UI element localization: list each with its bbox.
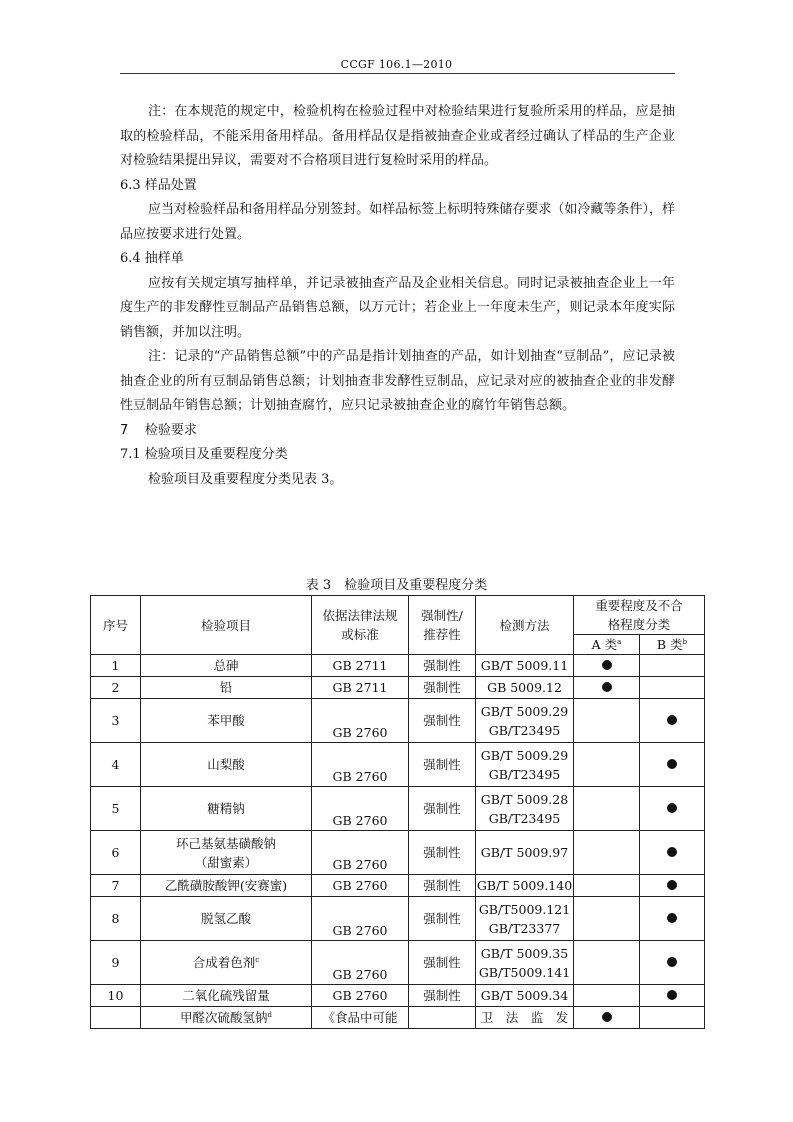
- basis-value: GB 2760: [332, 878, 388, 893]
- header-mandatory: [409, 596, 476, 655]
- header-basis: [312, 596, 409, 655]
- cell-mandatory: [409, 1007, 476, 1029]
- cell-no: [91, 677, 141, 699]
- cell-item: [141, 941, 312, 985]
- cell-mandatory: [409, 875, 476, 897]
- header-no: 序号: [91, 596, 141, 655]
- cell-basis: [312, 677, 409, 699]
- cell-item: [141, 677, 312, 699]
- cell-mandatory: [409, 699, 476, 743]
- cell-basis: [312, 1007, 409, 1029]
- cell-class-b: [640, 743, 705, 787]
- cell-item: [141, 831, 312, 875]
- cell-basis: [312, 831, 409, 875]
- item-name: 铅: [219, 680, 233, 695]
- table-row: [91, 787, 705, 831]
- section-7-heading: [120, 419, 675, 444]
- table-row: [91, 743, 705, 787]
- method-line1: GB 5009.12: [487, 680, 562, 695]
- cell-item: [141, 875, 312, 897]
- cell-item: [141, 787, 312, 831]
- cell-item: [141, 743, 312, 787]
- item-name: 二氧化硫残留量: [182, 988, 270, 1003]
- header-basis-line1: 依据法律法规: [322, 608, 398, 623]
- cell-no: [91, 941, 141, 985]
- header-class-a: [574, 635, 640, 655]
- table-row: [91, 699, 705, 743]
- cell-class-a: [574, 831, 640, 875]
- item-name: 乙酰磺胺酸钾(安赛蜜): [164, 878, 288, 893]
- table-caption: 表 3 检验项目及重要程度分类: [305, 578, 488, 593]
- table-row: [91, 655, 705, 677]
- document-body: [120, 100, 675, 492]
- cell-mandatory: [409, 677, 476, 699]
- header-mandatory-line2: 推荐性: [423, 627, 461, 642]
- cell-no: [91, 875, 141, 897]
- cell-item: [141, 1007, 312, 1029]
- header-mandatory-line1: 强制性/: [421, 608, 463, 623]
- cell-class-a: [574, 941, 640, 985]
- method-line2: GB/T23377: [488, 920, 561, 936]
- cell-method: [476, 677, 574, 699]
- cell-method: [476, 831, 574, 875]
- header-divider: [120, 73, 675, 74]
- basis-value: GB 2760: [332, 967, 388, 982]
- cell-class-b: [640, 897, 705, 941]
- cell-item: [141, 897, 312, 941]
- section-7-1-body: 检验项目及重要程度分类见表 3。: [148, 471, 343, 487]
- cell-method: [476, 875, 574, 897]
- cell-item: [141, 985, 312, 1007]
- cell-basis: [312, 699, 409, 743]
- item-name: 甲醛次硫酸氢钠: [180, 1010, 268, 1025]
- cell-no: [91, 699, 141, 743]
- cell-class-a: [574, 1007, 640, 1029]
- table-row: [91, 875, 705, 897]
- class-b-label: B 类: [656, 637, 683, 652]
- cell-mandatory: [409, 985, 476, 1007]
- method-line2: GB/T23495: [488, 722, 561, 738]
- mandatory-value: 强制性: [423, 658, 461, 673]
- item-name: 脱氢乙酸: [200, 911, 251, 926]
- section-7-number: 7: [120, 422, 129, 438]
- cell-class-a: [574, 699, 640, 743]
- header-class-b: [640, 635, 705, 655]
- table-row: [91, 897, 705, 941]
- table-row: [91, 831, 705, 875]
- cell-mandatory: [409, 897, 476, 941]
- class-b-footnote: b: [682, 637, 688, 646]
- filled-dot-icon: [667, 759, 677, 769]
- method-line1: 卫 法 监 发: [480, 1010, 569, 1025]
- basis-value: GB 2711: [332, 680, 388, 695]
- header-method: 检测方法: [476, 596, 574, 655]
- table-row: [91, 985, 705, 1007]
- method-line1: GB/T 5009.34: [480, 988, 569, 1003]
- table-row: [91, 1007, 705, 1029]
- cell-class-a: [574, 875, 640, 897]
- cell-class-a: [574, 985, 640, 1007]
- cell-mandatory: [409, 787, 476, 831]
- cell-method: [476, 1007, 574, 1029]
- cell-basis: [312, 875, 409, 897]
- header-importance: [574, 596, 705, 635]
- cell-item: [141, 699, 312, 743]
- section-7-title: 检验要求: [144, 422, 197, 438]
- mandatory-value: 强制性: [423, 801, 461, 816]
- filled-dot-icon: [667, 880, 677, 890]
- filled-dot-icon: [667, 990, 677, 1000]
- cell-mandatory: [409, 831, 476, 875]
- cell-no: [91, 897, 141, 941]
- row-number: 10: [107, 988, 124, 1003]
- filled-dot-icon: [667, 957, 677, 967]
- mandatory-value: 强制性: [423, 680, 461, 695]
- cell-class-b: [640, 655, 705, 677]
- filled-dot-icon: [602, 660, 612, 670]
- cell-mandatory: [409, 941, 476, 985]
- mandatory-value: 强制性: [423, 955, 461, 970]
- item-name: 合成着色剂: [192, 955, 256, 970]
- basis-value: GB 2711: [332, 658, 388, 673]
- basis-value: GB 2760: [332, 769, 388, 784]
- cell-basis: [312, 941, 409, 985]
- cell-no: [91, 1007, 141, 1029]
- cell-class-b: [640, 1007, 705, 1029]
- item-name-line2: （甜蜜素）: [194, 854, 258, 870]
- note-sales-total: 注：记录的“产品销售总额”中的产品是指计划抽查的产品，如计划抽查“豆制品”，应记录被抽查企业的所有豆制品销售总额；计划抽查非发酵性豆制品，应记录对应的被抽查企业的非发酵性豆制品年销售总额；计划抽查腐竹，应只记录被抽查企业的腐竹年销售总额。: [120, 349, 675, 413]
- cell-method: [476, 743, 574, 787]
- filled-dot-icon: [602, 682, 612, 692]
- method-line1: GB/T 5009.28: [480, 791, 569, 807]
- item-name: 总砷: [213, 658, 239, 673]
- filled-dot-icon: [667, 913, 677, 923]
- cell-no: [91, 655, 141, 677]
- row-number: 8: [111, 911, 120, 926]
- mandatory-value: 强制性: [423, 988, 461, 1003]
- method-line1: GB/T 5009.11: [480, 658, 569, 673]
- section-7-1-title: 7.1 检验项目及重要程度分类: [120, 447, 288, 462]
- cell-basis: [312, 897, 409, 941]
- row-number: 5: [111, 801, 120, 816]
- cell-no: [91, 787, 141, 831]
- method-line2: GB/T23495: [488, 766, 561, 782]
- item-name: 山梨酸: [207, 757, 245, 772]
- method-line1: GB/T 5009.97: [480, 845, 569, 860]
- row-number: 6: [111, 845, 120, 860]
- mandatory-value: 强制性: [423, 713, 461, 728]
- cell-method: [476, 699, 574, 743]
- item-name: 环己基氨基磺酸钠: [175, 835, 276, 851]
- cell-class-a: [574, 677, 640, 699]
- section-6-3-body: 应当对检验样品和备用样品分别签封。如样品标签上标明特殊储存要求（如冷藏等条件），样品应按要求进行处置。: [120, 202, 675, 242]
- cell-method: [476, 941, 574, 985]
- basis-value: GB 2760: [332, 988, 388, 1003]
- method-line1: GB/T 5009.140: [476, 878, 573, 893]
- item-footnote: c: [255, 955, 260, 964]
- method-line2: GB/T5009.141: [478, 964, 571, 980]
- header-importance-line2: 格程度分类: [607, 617, 671, 632]
- table-row: [91, 677, 705, 699]
- cell-method: [476, 897, 574, 941]
- table-row: [91, 941, 705, 985]
- item-footnote: d: [267, 1010, 272, 1019]
- cell-no: [91, 743, 141, 787]
- cell-basis: [312, 985, 409, 1007]
- row-number: 4: [111, 757, 120, 772]
- standard-code: CCGF 106.1—2010: [340, 58, 453, 71]
- basis-value: GB 2760: [332, 725, 388, 740]
- inspection-items-table: [90, 595, 705, 1029]
- header-basis-line2: 或标准: [341, 627, 379, 642]
- mandatory-value: 强制性: [423, 911, 461, 926]
- item-name: 苯甲酸: [207, 713, 245, 728]
- row-number: 3: [111, 713, 120, 728]
- row-number: 2: [111, 680, 120, 695]
- basis-value: GB 2760: [332, 857, 388, 872]
- cell-mandatory: [409, 655, 476, 677]
- row-number: 1: [111, 658, 120, 673]
- mandatory-value: 强制性: [423, 845, 461, 860]
- method-line1: GB/T 5009.29: [480, 703, 569, 719]
- mandatory-value: 强制性: [423, 757, 461, 772]
- filled-dot-icon: [667, 715, 677, 725]
- cell-class-a: [574, 743, 640, 787]
- cell-class-b: [640, 677, 705, 699]
- method-line1: GB/T 5009.35: [480, 945, 569, 961]
- section-6-4-body: 应按有关规定填写抽样单，并记录被抽查产品及企业相关信息。同时记录被抽查企业上一年度生产的非发酵性豆制品产品销售总额，以万元计；若企业上一年度未生产，则记录本年度实际销售额，并加以注明。: [120, 275, 675, 340]
- cell-class-a: [574, 897, 640, 941]
- filled-dot-icon: [667, 847, 677, 857]
- cell-item: [141, 655, 312, 677]
- cell-class-a: [574, 655, 640, 677]
- row-number: 9: [111, 955, 120, 970]
- filled-dot-icon: [602, 1012, 612, 1022]
- method-line1: GB/T5009.121: [478, 901, 571, 917]
- cell-basis: [312, 743, 409, 787]
- cell-class-b: [640, 985, 705, 1007]
- section-6-4-title: 6.4 抽样单: [120, 251, 184, 266]
- cell-class-b: [640, 831, 705, 875]
- method-line1: GB/T 5009.29: [480, 747, 569, 763]
- class-a-label: A 类: [591, 637, 618, 652]
- cell-method: [476, 655, 574, 677]
- mandatory-value: 强制性: [423, 878, 461, 893]
- basis-value: GB 2760: [332, 813, 388, 828]
- method-line2: GB/T23495: [488, 810, 561, 826]
- filled-dot-icon: [667, 803, 677, 813]
- header-item: 检验项目: [141, 596, 312, 655]
- cell-mandatory: [409, 743, 476, 787]
- basis-value: GB 2760: [332, 923, 388, 938]
- cell-method: [476, 985, 574, 1007]
- cell-no: [91, 831, 141, 875]
- cell-class-b: [640, 875, 705, 897]
- section-6-3-title: 6.3 样品处置: [120, 177, 197, 193]
- cell-class-b: [640, 941, 705, 985]
- cell-basis: [312, 787, 409, 831]
- cell-no: [91, 985, 141, 1007]
- row-number: 7: [111, 878, 120, 893]
- item-name: 糖精钠: [207, 801, 245, 816]
- header-importance-line1: 重要程度及不合: [595, 598, 683, 613]
- cell-basis: [312, 655, 409, 677]
- note-retest-sample: 注：在本规范的规定中，检验机构在检验过程中对检验结果进行复验所采用的样品，应是抽取的检验样品，不能采用备用样品。备用样品仅是指被抽查企业或者经过确认了样品的生产企业对检验结果提出异议，需要对不合格项目进行复检时采用的样品。: [120, 104, 675, 168]
- cell-class-b: [640, 699, 705, 743]
- cell-class-b: [640, 787, 705, 831]
- basis-value: 《食品中可能: [322, 1010, 398, 1025]
- cell-method: [476, 787, 574, 831]
- class-a-footnote: a: [617, 637, 622, 646]
- cell-class-a: [574, 787, 640, 831]
